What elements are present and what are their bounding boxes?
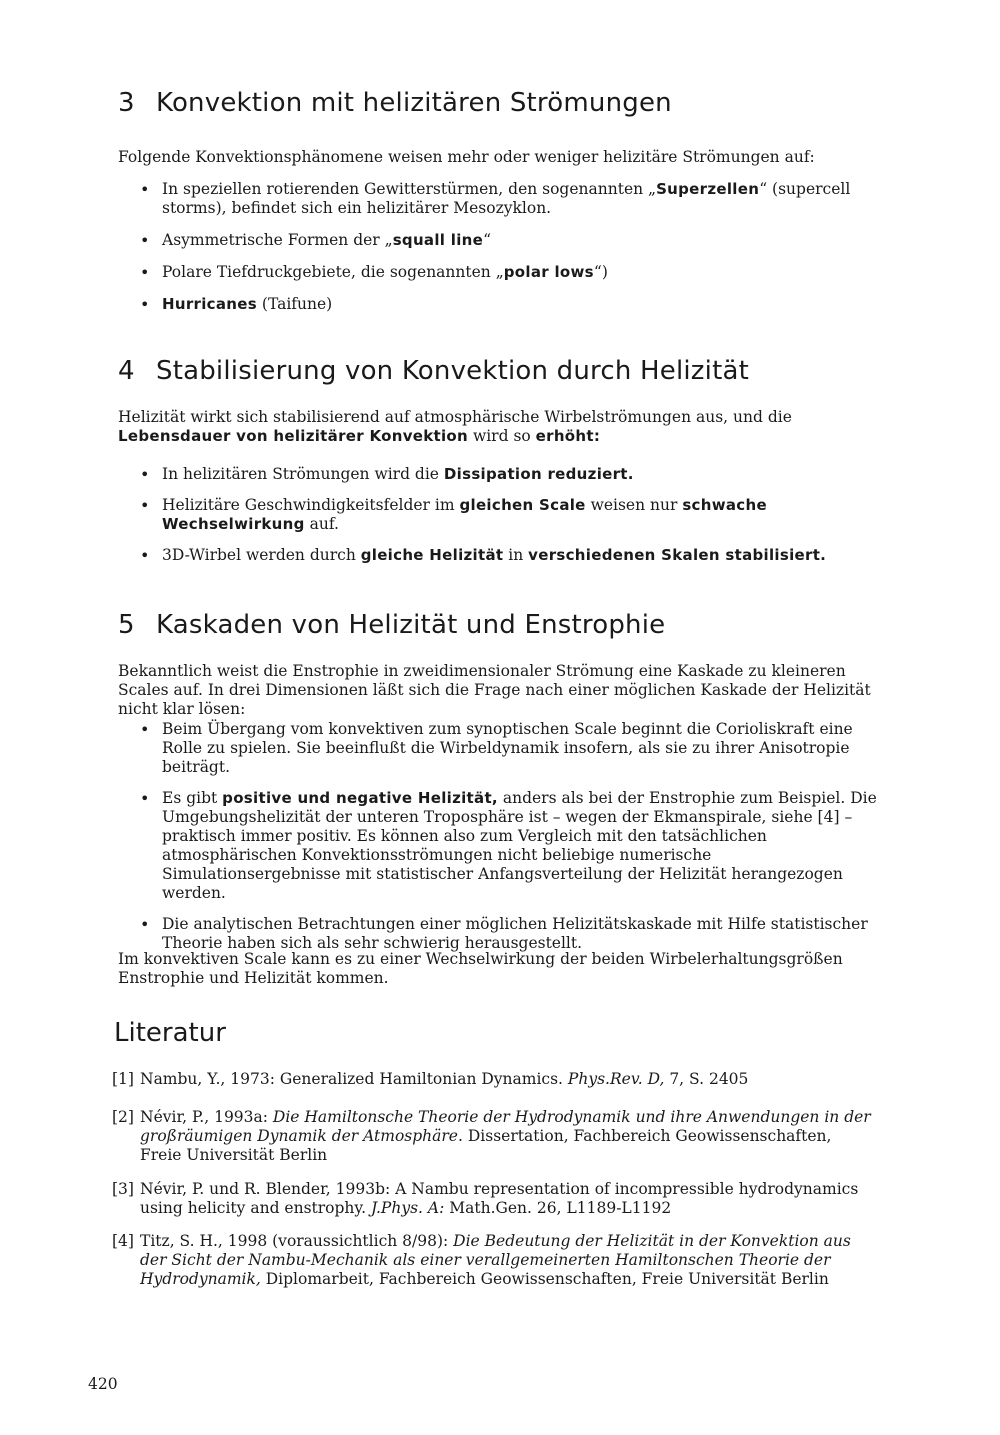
section-4-intro: Helizität wirkt sich stabilisierend auf atmosphärische Wirbelströmungen aus, und die Lebensdauer von helizitärer Konvektion wird so erhöht: [118,408,792,445]
section-4-heading [118,356,749,386]
reference-item: [3] Névir, P. und R. Blender, 1993b: A Nambu representation of incompressible hydrodynamics using helicity and enstrophy. J.Phys. A: Math.Gen. 26, L1189-L1192 [112,1180,859,1217]
list-item: • Es gibt positive und negative Helizität, anders als bei der Enstrophie zum Beispiel. Die Umgebungshelizität der unteren Troposphäre ist – wegen der Ekmanspirale, siehe [4] – praktisch immer positiv. Es können also zum Vergleich mit den tatsächlichen atmosphärischen Konvektionsströmungen nicht beliebige numerische Simulationsergebnisse mit statistischer Anfangsverteilung der Helizität herangezogen werden. [140,789,885,903]
reference-item: [2] Névir, P., 1993a: Die Hamiltonsche Theorie der Hydrodynamik und ihre Anwendungen in der großräumigen Dynamik der Atmosphäre. Dissertation, Fachbereich Geowissenschaften, Freie Universität Berlin [112,1108,871,1164]
literature-heading: Literatur [114,1018,226,1048]
section-number: 5 [118,610,135,640]
section-title: Kaskaden von Helizität und Enstrophie [156,610,666,640]
page-number: 420 [88,1375,118,1393]
section-3-heading [118,88,672,118]
section-title: Konvektion mit helizitären Strömungen [156,88,672,118]
section-5-heading [118,610,665,640]
list-item: • Asymmetrische Formen der „squall line“ [140,231,885,250]
section-5-intro: Bekanntlich weist die Enstrophie in zweidimensionaler Strömung eine Kaskade zu kleineren Scales auf. In drei Dimensionen läßt sich die Frage nach einer möglichen Kaskade der Helizität nicht klar lösen: [118,662,871,718]
section-number: 4 [118,356,135,386]
reference-item: [4] Titz, S. H., 1998 (voraussichtlich 8/98): Die Bedeutung der Helizität in der Konvektion aus der Sicht der Nambu-Mechanik als einer verallgemeinerten Hamiltonschen Theorie der Hydrodynamik, Diplomarbeit, Fachbereich Geowissenschaften, Freie Universität Berlin [112,1232,851,1288]
section-4-list [140,465,885,565]
list-item: • Hurricanes (Taifune) [140,295,885,314]
list-item: • Polare Tiefdruckgebiete, die sogenannten „polar lows“) [140,263,885,282]
list-item: • Beim Übergang vom konvektiven zum synoptischen Scale beginnt die Corioliskraft eine Rolle zu spielen. Sie beeinflußt die Wirbeldynamik insofern, als sie zu ihrer Anisotropie beiträgt. [140,720,885,777]
list-item: • Die analytischen Betrachtungen einer möglichen Helizitätskaskade mit Hilfe statistischer Theorie haben sich als sehr schwierig herausgestellt. [140,915,885,953]
list-item: • 3D-Wirbel werden durch gleiche Helizität in verschiedenen Skalen stabilisiert. [140,546,885,565]
section-3-list [140,180,885,314]
section-5-closing: Im konvektiven Scale kann es zu einer Wechselwirkung der beiden Wirbelerhaltungsgrößen Enstrophie und Helizität kommen. [118,950,843,987]
list-item: • In speziellen rotierenden Gewitterstürmen, den sogenannten „Superzellen“ (supercell storms), befindet sich ein helizitärer Mesozyklon. [140,180,885,218]
section-number: 3 [118,88,135,118]
section-3-intro: Folgende Konvektionsphänomene weisen mehr oder weniger helizitäre Strömungen auf: [118,148,815,166]
list-item: • In helizitären Strömungen wird die Dissipation reduziert. [140,465,885,484]
list-item: • Helizitäre Geschwindigkeitsfelder im gleichen Scale weisen nur schwache Wechselwirkung auf. [140,496,885,534]
section-title: Stabilisierung von Konvektion durch Helizität [156,356,749,386]
section-5-list [140,720,885,953]
reference-item: [1] Nambu, Y., 1973: Generalized Hamiltonian Dynamics. Phys.Rev. D, 7, S. 2405 [112,1070,749,1088]
